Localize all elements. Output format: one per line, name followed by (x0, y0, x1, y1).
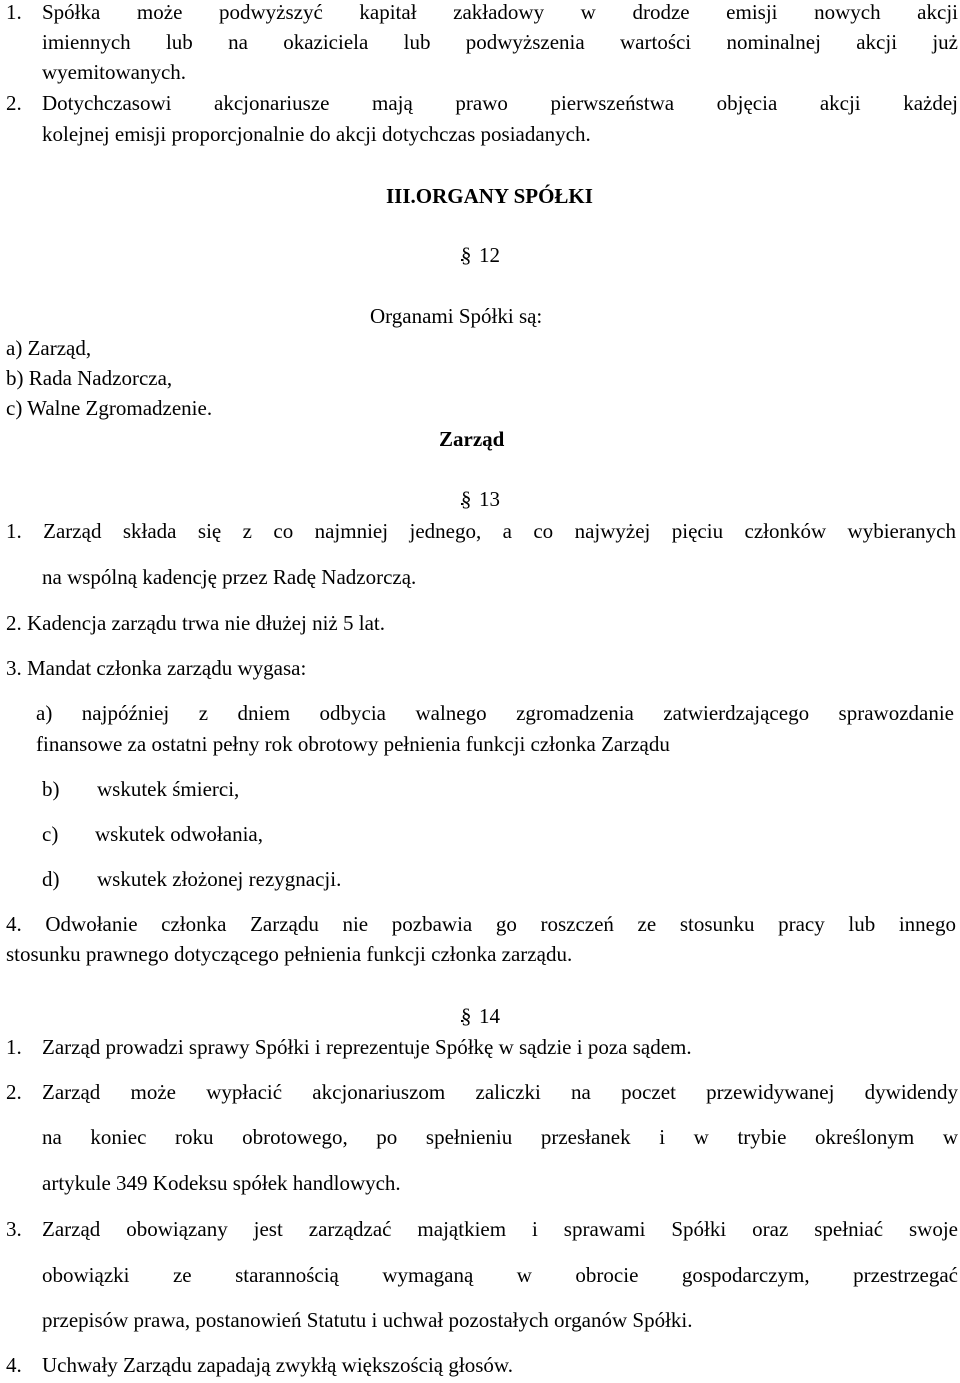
paragraph-line: 2. Kadencja zarządu trwa nie dłużej niż 5 lat. (6, 611, 385, 635)
paragraph-line: finansowe za ostatni pełny rok obrotowy pełnienia funkcji członka Zarządu (36, 732, 670, 756)
paragraph-number: 13 (479, 487, 500, 511)
item-number: 3. (6, 1217, 22, 1241)
paragraph-line: kolejnej emisji proporcjonalnie do akcji dotychczas posiadanych. (42, 122, 591, 146)
paragraph-line: na koniec roku obrotowego, po spełnieniu przesłanek i w trybie określonym w (42, 1125, 958, 1149)
list-label: b) (42, 777, 60, 801)
paragraph-line: Spółka może podwyższyć kapitał zakładowy w drodze emisji nowych akcji (42, 0, 958, 24)
paragraph-line: wyemitowanych. (42, 60, 187, 84)
paragraph-number: 14 (479, 1004, 500, 1028)
paragraph-sign: § (461, 243, 472, 267)
paragraph-line: Zarząd może wypłacić akcjonariuszom zaliczki na poczet przewidywanej dywidendy (42, 1080, 958, 1104)
organs-intro: Organami Spółki są: (370, 304, 543, 328)
list-label: c) (42, 822, 59, 846)
paragraph-line: stosunku prawnego dotyczącego pełnienia funkcji członka zarządu. (6, 942, 573, 966)
organ-item: b) Rada Nadzorcza, (6, 366, 173, 390)
list-label: d) (42, 867, 60, 891)
item-number: 1. (6, 0, 22, 24)
subsection-heading: Zarząd (439, 427, 505, 451)
paragraph-sign: § (461, 1004, 472, 1028)
paragraph-line: przepisów prawa, postanowień Statutu i uchwał pozostałych organów Spółki. (42, 1308, 693, 1332)
item-number: 2. (6, 91, 22, 115)
list-item: wskutek odwołania, (95, 822, 263, 846)
paragraph-line: 4. Odwołanie członka Zarządu nie pozbawia go roszczeń ze stosunku pracy lub innego (6, 912, 956, 936)
paragraph-line: Zarząd prowadzi sprawy Spółki i reprezentuje Spółkę w sądzie i poza sądem. (42, 1035, 692, 1059)
item-number: 4. (6, 1353, 22, 1377)
paragraph-number: 12 (479, 243, 500, 267)
paragraph-line: imiennych lub na okaziciela lub podwyższenia wartości nominalnej akcji już (42, 30, 958, 54)
section-heading: III.ORGANY SPÓŁKI (386, 184, 593, 208)
paragraph-sign: § (461, 487, 472, 511)
paragraph-line: Zarząd obowiązany jest zarządzać majątkiem i sprawami Spółki oraz spełniać swoje (42, 1217, 958, 1241)
organ-item: c) Walne Zgromadzenie. (6, 396, 213, 420)
paragraph-line: Dotychczasowi akcjonariusze mają prawo pierwszeństwa objęcia akcji każdej (42, 91, 958, 115)
paragraph-line: 3. Mandat członka zarządu wygasa: (6, 656, 307, 680)
paragraph-line: Uchwały Zarządu zapadają zwykłą większością głosów. (42, 1353, 513, 1377)
paragraph-line: a) najpóźniej z dniem odbycia walnego zgromadzenia zatwierdzającego sprawozdanie (36, 701, 954, 725)
paragraph-line: obowiązki ze starannością wymaganą w obrocie gospodarczym, przestrzegać (42, 1263, 958, 1287)
item-number: 2. (6, 1080, 22, 1104)
paragraph-line: artykule 349 Kodeksu spółek handlowych. (42, 1171, 401, 1195)
list-item: wskutek złożonej rezygnacji. (97, 867, 342, 891)
organ-item: a) Zarząd, (6, 336, 92, 360)
item-number: 1. (6, 1035, 22, 1059)
paragraph-line: na wspólną kadencję przez Radę Nadzorczą. (42, 565, 417, 589)
paragraph-line: 1. Zarząd składa się z co najmniej jednego, a co najwyżej pięciu członków wybieranych (6, 519, 956, 543)
list-item: wskutek śmierci, (97, 777, 240, 801)
